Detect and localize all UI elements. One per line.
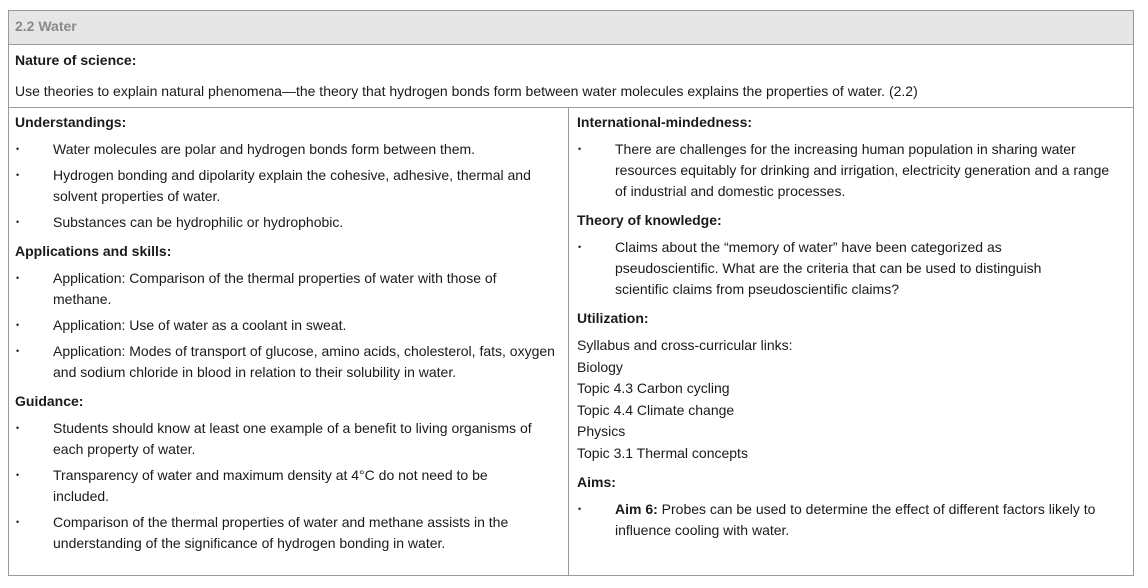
list-item: • Students should know at least one example of a benefit to living organisms of each property of water. bbox=[15, 418, 562, 460]
list-item: • Comparison of the thermal properties of water and methane assists in the understanding of the significance of hydrogen bonding in water. bbox=[15, 512, 562, 554]
theory-of-knowledge-section bbox=[577, 212, 1127, 300]
right-column bbox=[569, 108, 1133, 575]
list-item: • Water molecules are polar and hydrogen bonds form between them. bbox=[15, 139, 562, 160]
applications-section bbox=[15, 243, 562, 383]
list-item bbox=[577, 499, 1127, 541]
list-item: • Substances can be hydrophilic or hydrophobic. bbox=[15, 212, 562, 233]
understandings-section bbox=[15, 114, 562, 233]
theory-of-knowledge-heading: Theory of knowledge: bbox=[577, 212, 722, 228]
content-columns bbox=[9, 108, 1133, 575]
list-item: • Hydrogen bonding and dipolarity explain the cohesive, adhesive, thermal and solvent properties of water. bbox=[15, 165, 562, 207]
topic-title: 2.2 Water bbox=[9, 11, 1133, 45]
list-item: • Application: Comparison of the thermal properties of water with those of methane. bbox=[15, 268, 562, 310]
left-column bbox=[9, 108, 569, 575]
understandings-list bbox=[15, 139, 562, 233]
theory-of-knowledge-list bbox=[577, 237, 1127, 300]
aim-text: Probes can be used to determine the effect of different factors likely to influence cooling with water. bbox=[615, 501, 1096, 538]
utilization-line: Topic 4.4 Climate change bbox=[577, 401, 735, 418]
understandings-heading: Understandings: bbox=[15, 114, 127, 130]
utilization-line: Biology bbox=[577, 358, 623, 375]
international-mindedness-heading: International-mindedness: bbox=[577, 114, 753, 130]
utilization-line: Topic 3.1 Thermal concepts bbox=[577, 444, 748, 461]
list-item: • Application: Use of water as a coolant in sweat. bbox=[15, 315, 562, 336]
nature-of-science-text: Use theories to explain natural phenomena—the theory that hydrogen bonds form between water molecules explains the properties of water. (2.2) bbox=[15, 83, 918, 99]
list-item: • Application: Modes of transport of glucose, amino acids, cholesterol, fats, oxygen and sodium chloride in blood in relation to their solubility in water. bbox=[15, 341, 562, 383]
international-mindedness-section bbox=[577, 114, 1127, 202]
guidance-section bbox=[15, 393, 562, 554]
utilization-line: Syllabus and cross-curricular links: bbox=[577, 337, 793, 353]
syllabus-table bbox=[8, 10, 1134, 576]
aims-section bbox=[577, 474, 1127, 541]
list-item: • Claims about the “memory of water” have been categorized as pseudoscientific. What are the criteria that can be used to distinguish scientific claims from pseudoscientific claims? bbox=[577, 237, 1127, 300]
utilization-heading: Utilization: bbox=[577, 310, 649, 326]
guidance-list bbox=[15, 418, 562, 554]
utilization-section bbox=[577, 310, 1127, 464]
aims-list bbox=[577, 499, 1127, 541]
nature-of-science-heading: Nature of science: bbox=[15, 52, 137, 68]
aim-label: Aim 6: bbox=[615, 501, 658, 517]
international-mindedness-list bbox=[577, 139, 1127, 202]
guidance-heading: Guidance: bbox=[15, 393, 84, 409]
nature-of-science-section bbox=[9, 45, 1133, 108]
utilization-line: Topic 4.3 Carbon cycling bbox=[577, 380, 730, 396]
list-item: • There are challenges for the increasing human population in sharing water resources equitably for drinking and irrigation, electricity generation and a range of industrial and domestic processes. bbox=[577, 139, 1127, 202]
list-item: • Transparency of water and maximum density at 4°C do not need to be included. bbox=[15, 465, 562, 507]
aims-heading: Aims: bbox=[577, 474, 616, 490]
utilization-line: Physics bbox=[577, 423, 626, 439]
applications-heading: Applications and skills: bbox=[15, 243, 172, 259]
applications-list bbox=[15, 268, 562, 383]
